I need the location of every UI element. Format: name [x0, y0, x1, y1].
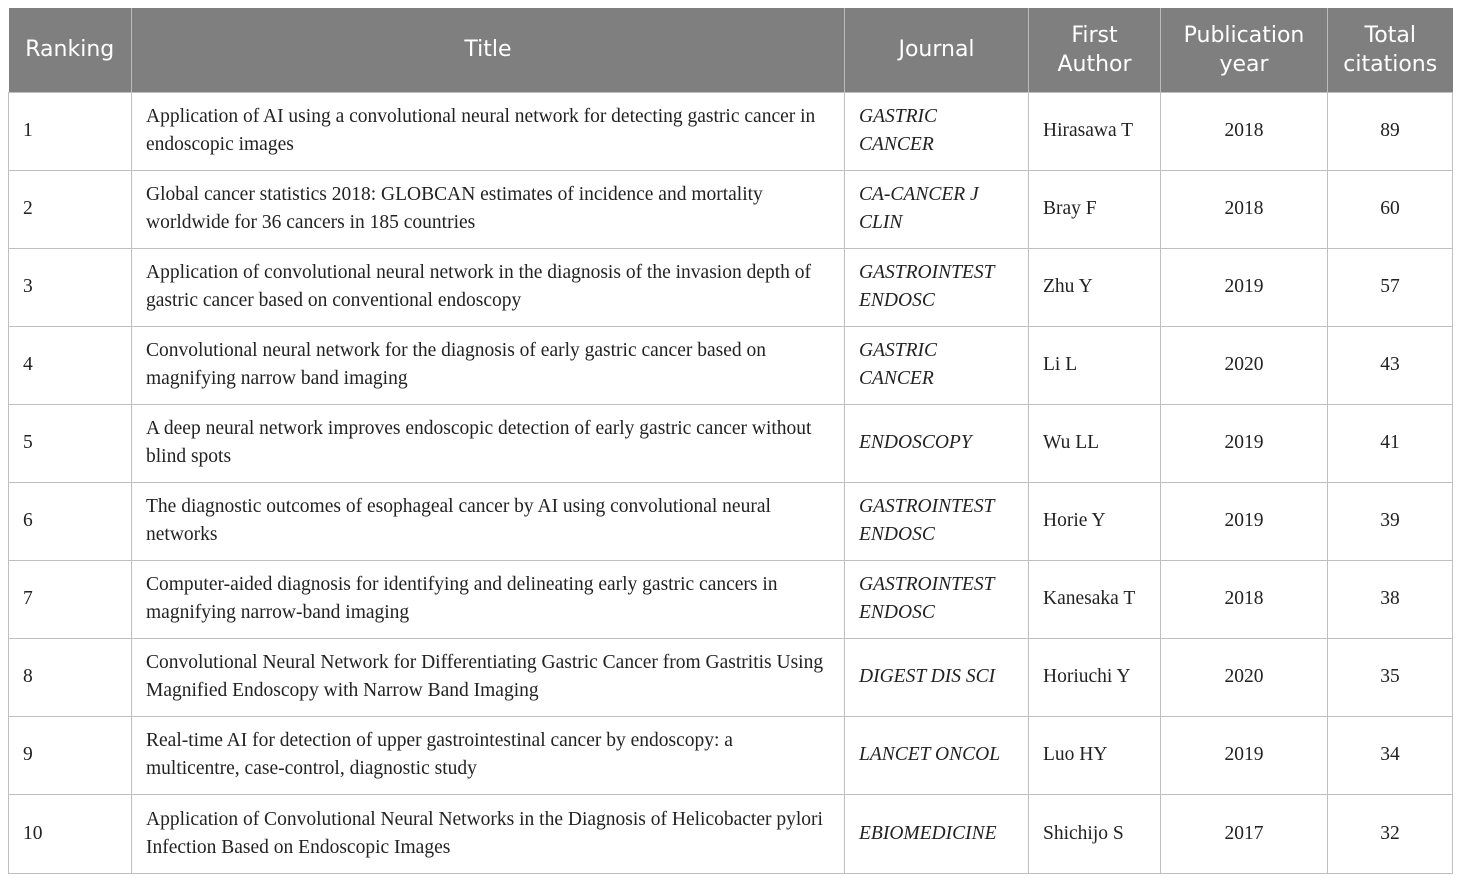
citation-table-container: [8, 8, 1452, 874]
header-first-author-line1: First: [1071, 22, 1118, 48]
cell-publication-year: 2020: [1161, 326, 1328, 404]
cell-title: Application of convolutional neural network in the diagnosis of the invasion depth of gastric cancer based on conventional endoscopy: [132, 248, 845, 326]
cell-journal: ENDOSCOPY: [845, 404, 1029, 482]
cell-total-citations: 89: [1328, 92, 1453, 170]
table-header: [9, 8, 1453, 92]
header-publication-year-line2: year: [1219, 51, 1269, 77]
cell-total-citations: 60: [1328, 170, 1453, 248]
cell-total-citations: 57: [1328, 248, 1453, 326]
cell-journal: GASTRIC CANCER: [845, 326, 1029, 404]
header-publication-year-line1: Publication: [1183, 22, 1305, 48]
cell-total-citations: 34: [1328, 716, 1453, 794]
header-journal: [845, 8, 1029, 92]
cell-first-author: Bray F: [1029, 170, 1161, 248]
cell-publication-year: 2020: [1161, 638, 1328, 716]
cell-total-citations: 35: [1328, 638, 1453, 716]
cell-ranking: 6: [9, 482, 132, 560]
cell-ranking: 3: [9, 248, 132, 326]
cell-publication-year: 2018: [1161, 560, 1328, 638]
cell-first-author: Horie Y: [1029, 482, 1161, 560]
cell-total-citations: 38: [1328, 560, 1453, 638]
header-title: [132, 8, 845, 92]
cell-publication-year: 2017: [1161, 794, 1328, 873]
cell-first-author: Zhu Y: [1029, 248, 1161, 326]
header-total-citations-line2: citations: [1343, 51, 1438, 77]
cell-total-citations: 43: [1328, 326, 1453, 404]
cell-total-citations: 41: [1328, 404, 1453, 482]
cell-ranking: 7: [9, 560, 132, 638]
cell-title: Computer-aided diagnosis for identifying and delineating early gastric cancers in magnifying narrow-band imaging: [132, 560, 845, 638]
cell-title: Convolutional Neural Network for Differentiating Gastric Cancer from Gastritis Using Magnified Endoscopy with Narrow Band Imaging: [132, 638, 845, 716]
cell-title: Real-time AI for detection of upper gastrointestinal cancer by endoscopy: a multicentre, case-control, diagnostic study: [132, 716, 845, 794]
cell-first-author: Luo HY: [1029, 716, 1161, 794]
header-title-label: Title: [464, 37, 512, 63]
header-ranking-label: Ranking: [25, 37, 115, 63]
top-cited-papers-table: [8, 8, 1453, 874]
cell-title: Convolutional neural network for the diagnosis of early gastric cancer based on magnifying narrow band imaging: [132, 326, 845, 404]
cell-journal: LANCET ONCOL: [845, 716, 1029, 794]
cell-publication-year: 2019: [1161, 404, 1328, 482]
cell-journal: DIGEST DIS SCI: [845, 638, 1029, 716]
cell-journal: GASTROINTEST ENDOSC: [845, 248, 1029, 326]
cell-journal: EBIOMEDICINE: [845, 794, 1029, 873]
cell-ranking: 5: [9, 404, 132, 482]
cell-publication-year: 2018: [1161, 92, 1328, 170]
table-row: [9, 404, 1453, 482]
cell-journal: GASTROINTEST ENDOSC: [845, 560, 1029, 638]
cell-title: Application of Convolutional Neural Networks in the Diagnosis of Helicobacter pylori Infection Based on Endoscopic Images: [132, 794, 845, 873]
table-row: [9, 326, 1453, 404]
cell-total-citations: 32: [1328, 794, 1453, 873]
cell-publication-year: 2019: [1161, 716, 1328, 794]
cell-title: The diagnostic outcomes of esophageal cancer by AI using convolutional neural networks: [132, 482, 845, 560]
table-row: [9, 716, 1453, 794]
cell-ranking: 2: [9, 170, 132, 248]
table-row: [9, 638, 1453, 716]
cell-ranking: 8: [9, 638, 132, 716]
cell-first-author: Wu LL: [1029, 404, 1161, 482]
cell-ranking: 1: [9, 92, 132, 170]
table-row: [9, 794, 1453, 873]
cell-first-author: Kanesaka T: [1029, 560, 1161, 638]
cell-ranking: 10: [9, 794, 132, 873]
header-total-citations-line1: Total: [1364, 22, 1416, 48]
table-row: [9, 170, 1453, 248]
cell-ranking: 4: [9, 326, 132, 404]
header-row: [9, 8, 1453, 92]
cell-publication-year: 2019: [1161, 248, 1328, 326]
cell-journal: GASTROINTEST ENDOSC: [845, 482, 1029, 560]
header-first-author: [1029, 8, 1161, 92]
header-ranking: [9, 8, 132, 92]
cell-first-author: Hirasawa T: [1029, 92, 1161, 170]
cell-publication-year: 2018: [1161, 170, 1328, 248]
header-total-citations: [1328, 8, 1453, 92]
cell-first-author: Horiuchi Y: [1029, 638, 1161, 716]
cell-first-author: Shichijo S: [1029, 794, 1161, 873]
table-row: [9, 560, 1453, 638]
cell-total-citations: 39: [1328, 482, 1453, 560]
cell-journal: CA-CANCER J CLIN: [845, 170, 1029, 248]
header-publication-year: [1161, 8, 1328, 92]
table-row: [9, 92, 1453, 170]
cell-ranking: 9: [9, 716, 132, 794]
cell-journal: GASTRIC CANCER: [845, 92, 1029, 170]
cell-first-author: Li L: [1029, 326, 1161, 404]
table-body: [9, 92, 1453, 873]
table-row: [9, 482, 1453, 560]
table-row: [9, 248, 1453, 326]
header-first-author-line2: Author: [1057, 51, 1132, 77]
cell-title: Application of AI using a convolutional neural network for detecting gastric cancer in endoscopic images: [132, 92, 845, 170]
cell-title: Global cancer statistics 2018: GLOBCAN estimates of incidence and mortality worldwide for 36 cancers in 185 countries: [132, 170, 845, 248]
cell-title: A deep neural network improves endoscopic detection of early gastric cancer without blind spots: [132, 404, 845, 482]
header-journal-label: Journal: [898, 37, 975, 63]
cell-publication-year: 2019: [1161, 482, 1328, 560]
